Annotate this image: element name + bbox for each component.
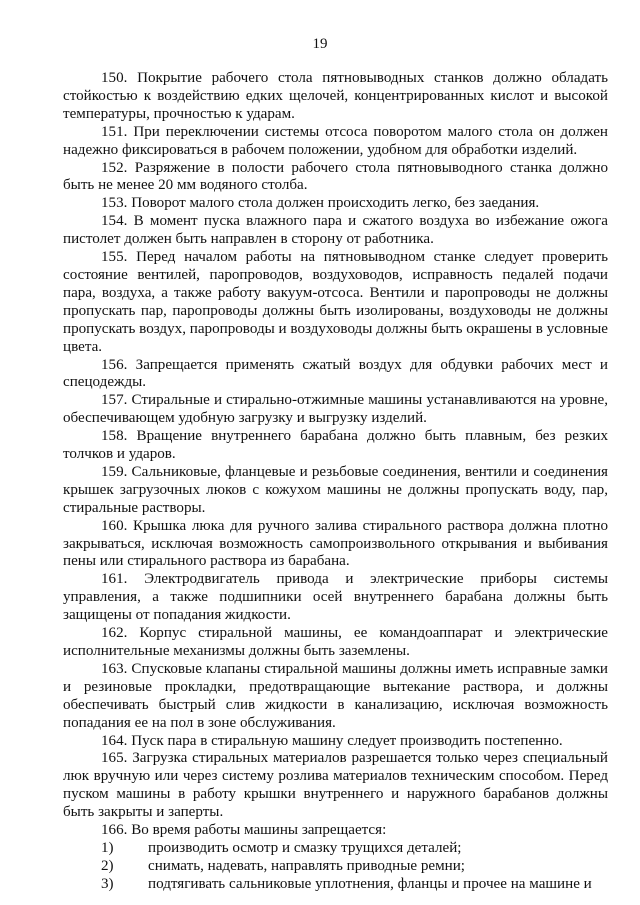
list-item-3 bbox=[63, 876, 608, 894]
list-item-text: производить осмотр и смазку трущихся деталей; bbox=[148, 839, 462, 856]
paragraph-163: 163. Спусковые клапаны стиральной машины должны иметь исправные замки и резиновые прокладки, предотвращающие вытекание раствора, и должны обеспечивать быстрый слив жидкости в канализацию, исключая возможность попадания ее на пол в зоне обслуживания. bbox=[63, 660, 608, 731]
paragraph-160: 160. Крышка люка для ручного залива стирального раствора должна плотно закрываться, исключая возможность самопроизвольного открывания и выбивания пены или стирального раствора из барабана. bbox=[63, 517, 608, 570]
document-body bbox=[63, 70, 608, 894]
list-item-text: снимать, надевать, направлять приводные ремни; bbox=[148, 857, 465, 874]
paragraph-153: 153. Поворот малого стола должен происходить легко, без заедания. bbox=[101, 195, 540, 212]
paragraph-150: 150. Покрытие рабочего стола пятновыводных станков должно обладать стойкостью к воздействию едких щелочей, концентрированных кислот и высокой температуры, прочностью к ударам. bbox=[63, 70, 608, 122]
paragraph-157: 157. Стиральные и стирально-отжимные машины устанавливаются на уровне, обеспечивающем удобную загрузку и выгрузку изделий. bbox=[63, 392, 608, 427]
paragraph-166: 166. Во время работы машины запрещается: bbox=[101, 822, 387, 839]
list-item-number: 3) bbox=[101, 875, 114, 892]
paragraph-162: 162. Корпус стиральной машины, ее командоаппарат и электрические исполнительные механизмы должны быть заземлены. bbox=[63, 625, 608, 659]
list-item-number: 1) bbox=[101, 839, 114, 856]
paragraph-155: 155. Перед началом работы на пятновыводном станке следует проверить состояние вентилей, паропроводов, воздуховодов, исправность педалей подачи пара, воздуха, а также работу вакуум-отсоса. Вентили и паропроводы не должны пропускать пар, паропроводы должны быть изолированы, воздуховоды не должны пропускать воздух, паропроводы и воздуховоды должны быть окрашены в условные цвета. bbox=[63, 249, 608, 355]
list-item-1 bbox=[63, 840, 608, 858]
paragraph-154: 154. В момент пуска влажного пара и сжатого воздуха во избежание ожога пистолет должен быть направлен в сторону от работника. bbox=[63, 213, 608, 248]
list-item-2 bbox=[63, 858, 608, 876]
paragraph-158: 158. Вращение внутреннего барабана должно быть плавным, без резких толчков и ударов. bbox=[63, 428, 608, 463]
paragraph-159: 159. Сальниковые, фланцевые и резьбовые соединения, вентили и соединения крышек загрузочных люков с кожухом машины не должны пропускать воду, пар, стиральные растворы. bbox=[63, 463, 608, 516]
paragraph-152: 152. Разряжение в полости рабочего стола пятновыводного станка должно быть не менее 20 мм водяного столба. bbox=[63, 159, 608, 194]
page-number: 19 bbox=[312, 36, 328, 52]
paragraph-164: 164. Пуск пара в стиральную машину следует производить постепенно. bbox=[101, 732, 563, 749]
list-item-number: 2) bbox=[101, 857, 114, 874]
list-item-text: подтягивать сальниковые уплотнения, фланцы и прочее на машине и bbox=[148, 875, 592, 892]
paragraph-156: 156. Запрещается применять сжатый воздух для обдувки рабочих мест и спецодежды. bbox=[63, 356, 608, 391]
paragraph-161: 161. Электродвигатель привода и электрические приборы системы управления, а также подшипники осей внутреннего барабана должны быть защищены от попадания жидкости. bbox=[63, 571, 608, 624]
paragraph-151: 151. При переключении системы отсоса поворотом малого стола он должен надежно фиксироваться в рабочем положении, удобном для обработки изделий. bbox=[63, 123, 608, 158]
paragraph-165: 165. Загрузка стиральных материалов разрешается только через специальный люк вручную или через систему розлива материалов техническим способом. Перед пуском машины в работу крышки внутреннего и наружного барабанов должны быть закрыты и заперты. bbox=[63, 750, 608, 821]
